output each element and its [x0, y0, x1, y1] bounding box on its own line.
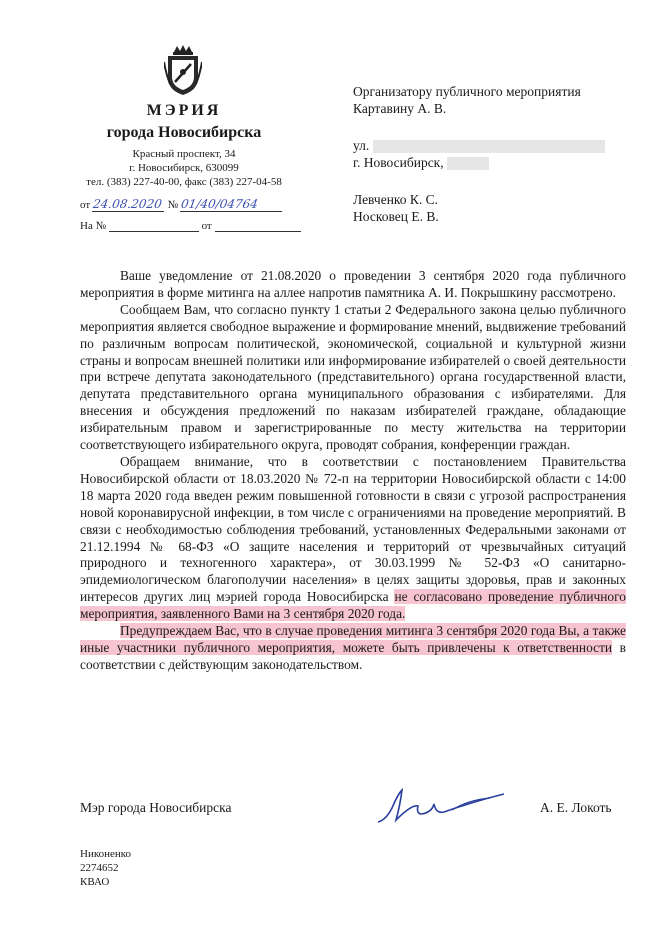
highlight-not-approved: не согласовано проведение публичного мероприятия, заявленного Вами на 3 сентября 2020 года.: [80, 589, 626, 622]
recipient-street: [353, 137, 605, 154]
ref-on-label: На №: [80, 220, 107, 232]
sender-name-line1: МЭРИЯ: [146, 102, 222, 119]
highlight-warning: Предупреждаем Вас, что в случае проведения митинга 3 сентября 2020 года Вы, а также иные участники публичного мероприятия, можете быть привлечены к ответственности: [80, 623, 626, 655]
letter-body: [80, 268, 626, 674]
redacted-house: [447, 157, 489, 170]
signatory-name: А. Е. Локоть: [540, 800, 612, 815]
paragraph-3-text: Обращаем внимание, что в соответствии с постановлением Правительства Новосибирской области от 18.03.2020 № 72-п на территории Новосибирской области с 14:00 18 марта 2020 года введен режим повышенной готовности в связи с угрозой распространения новой коронавирусной инфекции, в том числе с ограничениями на проведение мероприятий. В связи с необходимостью соблюдения требований, установленных Федеральными законами от 21.12.1994 № 68-ФЗ «О защите населения и территорий от чрезвычайных ситуаций природного и техногенного характера», от 30.03.1999 № 52-ФЗ «О санитарно-эпидемиологическом благополучии населения» в целях защиты здоровья, прав и законных интересов других лиц мэрией города Новосибирска: [80, 453, 626, 605]
sender-name-line2: города Новосибирска: [106, 124, 262, 141]
recipient-copy1: Левченко К. С.: [353, 192, 439, 207]
ref-on-date-blank: [215, 220, 301, 232]
recipient-city: [353, 154, 489, 171]
paragraph-4-rest: в соответствии с действующим законодательством.: [80, 639, 626, 672]
outgoing-reference: [80, 197, 283, 212]
recipient-copy2: Носковец Е. В.: [353, 209, 439, 224]
redacted-street: [373, 140, 605, 153]
recipient-line2: Картавину А. В.: [353, 101, 447, 116]
recipient-line1: Организатору публичного мероприятия: [353, 84, 581, 99]
paragraph-3: [80, 454, 626, 623]
ref-on-from-label: от: [201, 220, 212, 232]
paragraph-1: Ваше уведомление от 21.08.2020 о проведении 3 сентября 2020 года публичного мероприятия в форме митинга на аллее напротив памятника А. И. Покрышкину рассмотрено.: [80, 268, 626, 300]
paragraph-4: [80, 623, 626, 674]
ref-on-number-blank: [109, 220, 199, 232]
street-label: ул.: [353, 138, 370, 153]
executor-name: Никоненко: [80, 848, 132, 860]
ref-date: 24.08.2020: [92, 197, 166, 212]
ref-number: 01/40/04764: [180, 197, 284, 212]
ref-from-label: от: [80, 199, 91, 211]
handwritten-signature: [372, 784, 512, 830]
paragraph-2: Сообщаем Вам, что согласно пункту 1 статьи 2 Федерального закона целью публичного мероприятия является свободное выражение и формирование мнений, выдвижение требований по различным вопросам политической, экономической, социальной и культурной жизни страны и вопросам внешней политики или информирование избирателей о своей деятельности при встрече депутата законодательного (представительного) органа государственной власти, депутата представительного органа муниципального образования с избирателями. Для внесения и обсуждения предложений по наказам избирателей граждане, обладающие избирательным правом и зарегистрированные по месту жительства на территории соответствующего избирательного округа, проводят собрания, конференции граждан.: [80, 301, 626, 453]
ref-no-label: №: [167, 199, 179, 211]
sender-address-line2: г. Новосибирск, 630099: [129, 162, 239, 174]
city-coat-of-arms-icon: [164, 44, 202, 96]
city-label: г. Новосибирск,: [353, 155, 444, 170]
executor-phone: 2274652: [80, 862, 119, 874]
signatory-title: Мэр города Новосибирска: [80, 800, 232, 815]
incoming-reference: [80, 220, 301, 232]
sender-phone-line: тел. (383) 227-40-00, факс (383) 227-04-58: [86, 176, 282, 188]
executor-dept: КВАО: [80, 876, 110, 888]
sender-address-line1: Красный проспект, 34: [132, 148, 236, 160]
